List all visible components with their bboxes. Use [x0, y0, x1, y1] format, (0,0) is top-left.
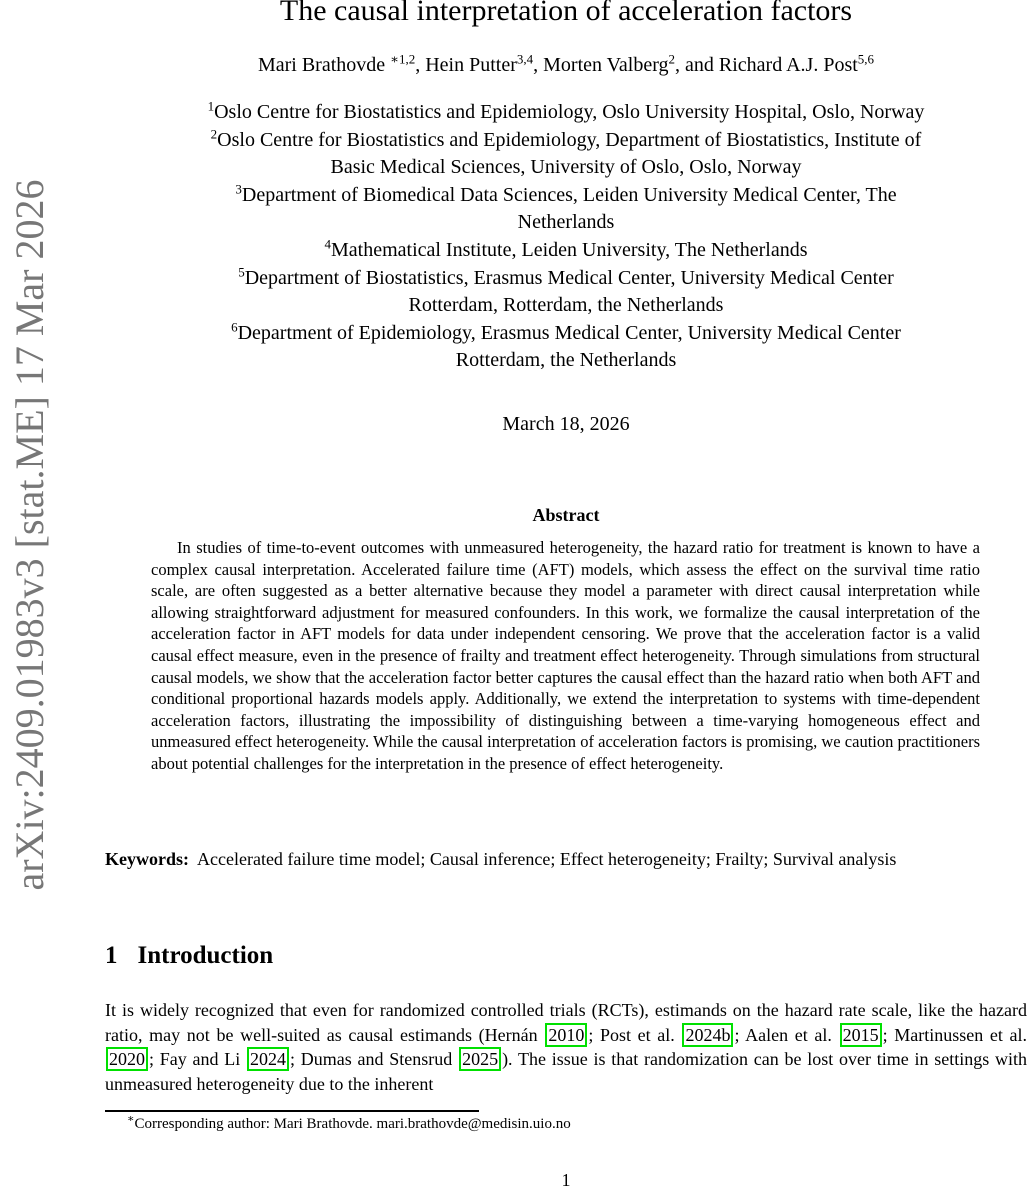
citation-link-post-2024b[interactable]: 2024b — [682, 1023, 733, 1047]
affiliation-number: 3 — [235, 181, 242, 197]
affiliation-line — [105, 154, 1027, 182]
author-name: Richard A.J. Post — [718, 54, 858, 76]
intro-text: ; Dumas and Stensrud — [290, 1049, 459, 1070]
abstract-text: In studies of time-to-event outcomes with unmeasured heterogeneity, the hazard ratio for treatment is known to have a complex causal interpretation. Accelerated failure time (AFT) models, which assess the effect on the survival time ratio scale, are often suggested as a better alternative because they model a parameter with direct causal interpretation while allowing straightforward adjustment for measured confounders. In this work, we formalize the causal interpretation of the acceleration factor in AFT models for data under independent censoring. We prove that the acceleration factor is a valid causal effect measure, even in the presence of frailty and treatment effect heterogeneity. Through simulations from structural causal models, we show that the acceleration factor better captures the causal effect than the hazard ratio when both AFT and conditional proportional hazards models apply. Additionally, we extend the interpretation to systems with time-dependent acceleration factors, illustrating the impossibility of distinguishing between a time-varying homogeneous effect and unmeasured effect heterogeneity. While the causal interpretation of acceleration factors is promising, we caution practitioners about potential challenges for the interpretation in the presence of effect heterogeneity. — [151, 538, 980, 773]
affiliation-number: 6 — [231, 319, 238, 335]
intro-text: ; Martinussen et al. — [882, 1024, 1028, 1045]
affiliation-line — [105, 320, 1027, 348]
footnote — [105, 1113, 1027, 1133]
citation-link-aalen-2015[interactable]: 2015 — [840, 1023, 882, 1047]
affiliation-number: 5 — [238, 263, 245, 279]
footnote-rule — [105, 1110, 479, 1112]
affiliation-text: Rotterdam, the Netherlands — [455, 349, 677, 372]
section-heading — [105, 942, 1027, 970]
affiliation-text: Oslo Centre for Biostatistics and Epidemiology, Department of Biostatistics, Institute of — [217, 128, 922, 151]
affiliation-line — [105, 265, 1027, 293]
intro-text: ). The issue is that randomization can be lost over time in settings with unmeasured heterogeneity due to the inherent — [105, 1049, 1027, 1094]
author-name: Morten Valberg — [543, 54, 669, 76]
intro-text: It is widely recognized that even for randomized controlled trials (RCTs), estimands on the hazard rate scale, like the hazard ratio, may not be well-suited as causal estimands (Hernán — [105, 1000, 1027, 1045]
affiliation-line — [105, 99, 1027, 127]
citation-link-fay-li-2024[interactable]: 2024 — [247, 1047, 289, 1071]
keywords-label: Keywords: — [105, 849, 189, 869]
citation-link-hernan-2010[interactable]: 2010 — [545, 1023, 587, 1047]
author-separator: , — [533, 54, 544, 76]
page-number: 1 — [561, 1170, 571, 1190]
paper-title: The causal interpretation of acceleration factors — [279, 0, 853, 27]
affiliation-number: 1 — [207, 98, 215, 114]
footnote-marker: ∗ — [127, 1113, 135, 1125]
abstract-heading: Abstract — [532, 505, 600, 525]
section-title: Introduction — [137, 942, 274, 969]
author-affiliation-marks: 5,6 — [857, 51, 875, 67]
affiliation-text: Basic Medical Sciences, University of Oslo, Oslo, Norway — [330, 156, 802, 179]
affiliation-text: Mathematical Institute, Leiden University, The Netherlands — [330, 238, 808, 261]
keywords-text: Accelerated failure time model; Causal inference; Effect heterogeneity; Frailty; Survival analysis — [197, 849, 897, 869]
affiliation-number: 4 — [324, 236, 331, 252]
affiliation-text: Department of Epidemiology, Erasmus Medical Center, University Medical Center — [237, 321, 901, 344]
keywords-line — [105, 849, 1027, 870]
citation-link-martinussen-2020[interactable]: 2020 — [106, 1047, 148, 1071]
author-line — [105, 51, 1027, 77]
affiliation-text: Department of Biostatistics, Erasmus Medical Center, University Medical Center — [244, 266, 894, 289]
affiliation-text: Oslo Centre for Biostatistics and Epidemiology, Oslo University Hospital, Oslo, Norway — [214, 101, 925, 123]
intro-text: ; Post et al. — [588, 1024, 682, 1045]
affiliation-line — [105, 127, 1027, 155]
author-separator: , — [415, 54, 426, 76]
section-number: 1 — [105, 942, 118, 969]
affiliation-number: 2 — [210, 125, 218, 141]
paper-date: March 18, 2026 — [502, 413, 630, 435]
author-separator: , and — [675, 54, 719, 76]
affiliation-line — [105, 347, 1027, 375]
author-affiliation-marks: 2 — [668, 51, 675, 67]
affiliation-line — [105, 182, 1027, 210]
arxiv-watermark: arXiv:2409.01983v3 [stat.ME] 17 Mar 2026 — [7, 179, 52, 891]
author-name: Mari Brathovde — [257, 54, 391, 76]
affiliations-block — [105, 99, 1027, 375]
intro-text: ; Fay and Li — [149, 1049, 247, 1070]
intro-text: ; Aalen et al. — [734, 1024, 839, 1045]
affiliation-text: Rotterdam, Rotterdam, the Netherlands — [408, 294, 724, 317]
author-affiliation-marks: 3,4 — [516, 51, 534, 67]
citation-link-dumas-stensrud-2025[interactable]: 2025 — [459, 1047, 501, 1071]
author-name: Hein Putter — [425, 54, 517, 76]
intro-paragraph — [105, 998, 1027, 1096]
affiliation-line — [105, 292, 1027, 320]
affiliation-line — [105, 209, 1027, 237]
affiliation-text: Department of Biomedical Data Sciences, Leiden University Medical Center, The — [241, 183, 897, 206]
affiliation-line — [105, 237, 1027, 265]
affiliation-text: Netherlands — [517, 211, 615, 234]
author-affiliation-marks: ∗1,2 — [390, 51, 416, 67]
footnote-text: Corresponding author: Mari Brathovde. mari.brathovde@medisin.uio.no — [134, 1116, 571, 1132]
